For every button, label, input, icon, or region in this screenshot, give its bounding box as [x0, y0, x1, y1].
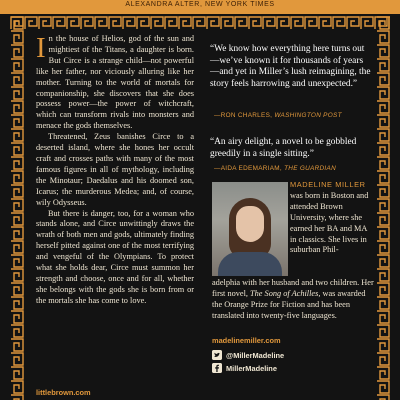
review-attribution-1: —RON CHARLES, WASHINGTON POST	[214, 112, 342, 119]
description-paragraph-1: In the house of Helios, god of the sun and mightiest of the Titans, a daughter is born. But Circe is a strange child—not powerful like her father, nor viciously alluring like her mother. Turning to the world of mortals for companionship, she discovers that she does possess power—the power of witchcraft, which can transform rivals into monsters and menace the gods themselves.	[36, 32, 194, 131]
review-quote-2: “An airy delight, a novel to be gobbled greedily in a single sitting.”	[210, 137, 357, 159]
author-photo	[212, 182, 288, 276]
twitter-icon	[212, 350, 222, 360]
first-novel-title: The Song of Achilles,	[250, 288, 321, 298]
top-review-band	[0, 0, 400, 14]
twitter-handle[interactable]: @MillerMadeline	[212, 350, 284, 360]
review-attribution-2: —AIDA EDEMARIAM, THE GUARDIAN	[214, 165, 336, 172]
greek-key-border-left	[10, 16, 24, 400]
description-paragraph-3: But there is danger, too, for a woman who stands alone, and Circe unwittingly draws the wrath of both men and gods, ultimately finding herself pitted against one of the most terrifying and vengeful of the Olympians. To protect what she holds dear, Circe must summon her strength and choose, once and for all, whether she belongs with the gods she is born from or the mortals she has come to love.	[36, 208, 194, 305]
review-quote-1: “We know how everything here turns out—we’ve known it for thousands of years—and yet in Miller’s lush reimagining, the story feels harrowing and unexpected.”	[210, 44, 371, 89]
facebook-handle[interactable]: MillerMadeline	[212, 363, 277, 373]
author-name: MADELINE MILLER	[290, 180, 366, 189]
publisher-link[interactable]: littlebrown.com	[36, 388, 91, 397]
drop-cap: I	[36, 32, 46, 64]
author-website-link[interactable]: madelinemiller.com	[212, 336, 281, 345]
author-bio-continued: adelphia with her husband and two children. Her first novel, The Song of Achilles, was awarded the Orange Prize for Fiction and has been translated into twenty-five languages.	[212, 278, 374, 320]
top-review-source: ALEXANDRA ALTER, NEW YORK TIMES	[125, 1, 275, 8]
author-bio: MADELINE MILLER was born in Boston and attended Brown University, where she earned her BA and MA in classics. She lives in suburban Phil-	[290, 180, 369, 255]
facebook-icon	[212, 363, 222, 373]
book-description	[36, 34, 194, 307]
greek-key-border-top	[10, 16, 390, 30]
greek-key-border-right	[376, 16, 390, 400]
description-paragraph-2: Threatened, Zeus banishes Circe to a deserted island, where she hones her occult craft and crosses paths with many of the most famous figures in all of mythology, including the Minotaur; Daedalus and his doomed son, Icarus; the murderous Medea; and, of course, wily Odysseus.	[36, 132, 194, 207]
